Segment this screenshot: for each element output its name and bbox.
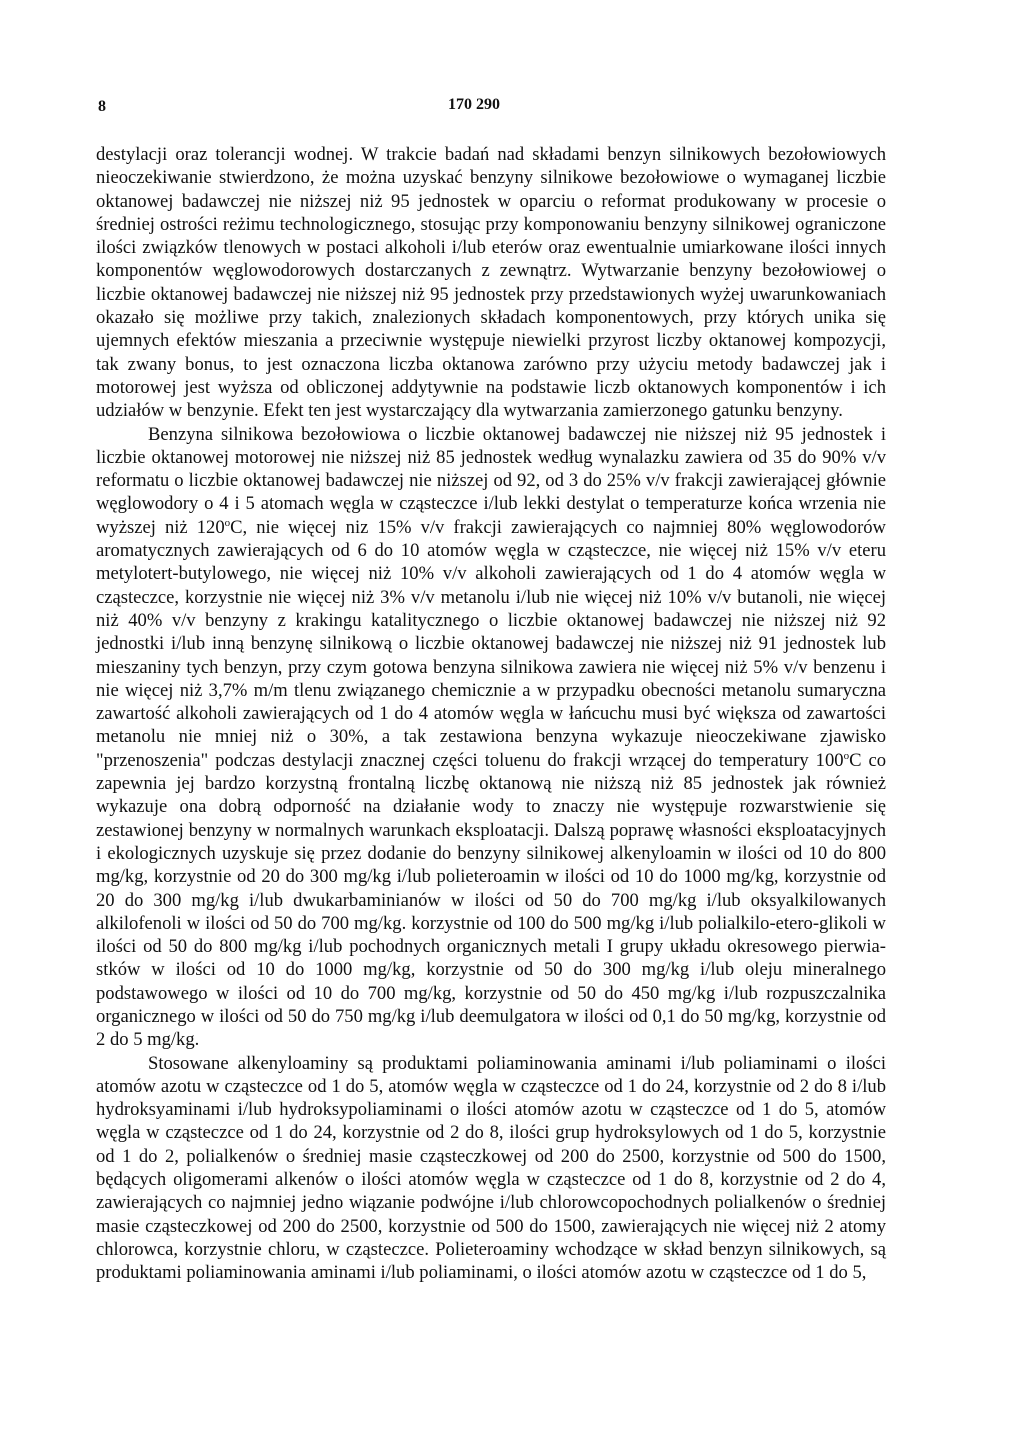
patent-number: 170 290 xyxy=(448,96,500,113)
page-number: 8 xyxy=(98,98,106,115)
paragraph-1 xyxy=(96,143,886,423)
paragraph-2-text-b: C, nie więcej niz 15% v/v frakcji zawierających co najmniej 80% węglowodorów aromatycznych zawierających od 6 do 10 atomów węgla w cząsteczce, nie więcej niż 15% v/v eteru metylotert-butylowego, nie więcej niż 10% v/v alkoholi zawierających od 1 do 4 atomów węgla w cząsteczce, korzystnie nie więcej niż 3% v/v metanolu i/lub nie więcej niż 10% v/v butanoli, nie więcej niż 40% v/v benzyny z krakingu katalitycznego o liczbie oktanowej badawczej nie niższej niż 92 jednostki i/lub inną benzynę silnikową o liczbie oktanowej badawczej nie niższej niż 91 jednostek lub mieszaniny tych benzyn, przy czym gotowa benzyna silnikowa zawiera nie więcej niż 5% v/v benzenu i nie więcej niż 3,7% m/m tlenu związanego chemicznie a w przypadku obecności metanolu sumaryczna zawartość alkoholi zawierających od 1 do 4 atomów węgla w łańcuchu musi być większa od zawartości metanolu nie mniej niż o 30%, a tak zestawiona benzyna wykazuje nieoczekiwane zjawisko "przenoszenia" podczas destylacji znacznej części toluenu do frakcji wrzącej do temperatury 100 xyxy=(96,516,886,771)
paragraph-2-text-c: C co zapewnia jej bardzo korzystną frontalną liczbę oktanową nie niższą niż 85 jednostek jak również wykazuje ona dobrą odporność na działanie wody to znaczy nie występuje rozwarstwienie się zestawionej benzyny w normalnych warunkach eksploatacji. Dalszą poprawę własności eksploatacyjnych i ekologicznych uzyskuje się przez dodanie do benzyny silnikowej alkenyloamin w ilości od 10 do 800 mg/kg, korzystnie od 20 do 300 mg/kg i/lub polieteroamin w ilości od 10 do 1000 mg/kg, korzystnie od 20 do 300 mg/kg i/lub dwukarbaminianów w ilości od 50 do 700 mg/kg i/lub oksyalkilowanych alkilofenoli w ilości od 50 do 700 mg/kg. korzystnie od 100 do 500 mg/kg i/lub polialkilo-etero-glikoli w ilości od 50 do 800 mg/kg i/lub pochodnych organicznych metali I grupy układu okresowego pierwiastków w ilości od 10 do 1000 mg/kg, korzystnie od 50 do 300 mg/kg i/lub oleju mineralnego podstawowego w ilości od 10 do 700 mg/kg, korzystnie od 50 do 450 mg/kg i/lub rozpuszczalnika organicznego w ilości od 50 do 750 mg/kg i/lub deemulgatora w ilości od 0,1 do 50 mg/kg, korzystnie od 2 do 5 mg/kg. xyxy=(96,749,886,1051)
page-header xyxy=(96,96,886,120)
paragraph-2 xyxy=(96,423,886,1052)
body-text xyxy=(96,143,886,1285)
degree-superscript: o xyxy=(843,749,850,762)
paragraph-2-text-a: Benzyna silnikowa bezołowiowa o liczbie oktanowej badawczej nie niższej niż 95 jednostek i liczbie oktanowej motorowej nie niższej niż 85 jednostek według wynalazku zawiera od 35 do 90% v/v reformatu o liczbie oktanowej badawczej nie niższej od 92, od 3 do 25% v/v frakcji zawierającej głównie węglowodory o 4 i 5 atomach węgla w cząsteczce i/lub lekki destylat o temperaturze końca wrzenia nie wyższej niż 120 xyxy=(96,423,886,538)
degree-superscript: o xyxy=(224,516,231,529)
paragraph-1-text: destylacji oraz tolerancji wodnej. W trakcie badań nad składami benzyn silnikowych bezołowiowych nieoczekiwanie stwierdzono, że można uzyskać benzyny silnikowe bezołowiowe o wymaganej liczbie oktanowej badawczej nie niższej niż 95 jednostek w oparciu o reformat produkowany w procesie o średniej ostrości reżimu technologicznego, stosując przy komponowaniu benzyny silnikowej ograniczone ilości związków tlenowych w postaci alkoholi i/lub eterów oraz ewentualnie umiarkowane ilości innych komponentów węglowodorowych dostarczanych z zewnątrz. Wytwarzanie benzyny bezołowiowej o liczbie oktanowej badawczej nie niższej niż 95 jednostek przy przedstawionych wyżej uwarunkowaniach okazało się możliwe przy takich, znalezionych składach komponentowych, przy których unika się ujemnych efektów mieszania a przeciwnie występuje niewielki przyrost liczby oktanowej kompozycji, tak zwany bonus, to jest oznaczona liczba oktanowa zarówno przy użyciu metody badawczej jak i motorowej jest wyższa od obliczonej addytywnie na podstawie liczb oktanowych komponentów i ich udziałów w benzynie. Efekt ten jest wystarczający dla wytwarzania zamierzonego gatunku benzyny. xyxy=(96,144,886,422)
paragraph-3-text: Stosowane alkenyloaminy są produktami poliaminowania aminami i/lub poliaminami o ilości atomów azotu w cząsteczce od 1 do 5, atomów węgla w cząsteczce od 1 do 24, korzystnie od 2 do 8 i/lub hydroksyaminami i/lub hydroksypoliaminami o ilości atomów azotu w cząsteczce od 1 do 5, atomów węgla w cząsteczce od 1 do 24, korzystnie od 2 do 8, ilości grup hydroksylowych od 1 do 5, korzystnie od 1 do 2, polialkenów o średniej masie cząsteczkowej od 200 do 2500, korzystnie od 500 do 1500, będących oligomerami alkenów o ilości atomów węgla w cząsteczce od 1 do 8, korzystnie od 2 do 4, zawierających co najmniej jedno wiązanie podwójne i/lub chlorowcopochodnych polialkenów o średniej masie cząsteczkowej od 200 do 2500, korzystnie od 500 do 1500, zawierających nie więcej niż 2 atomy chlorowca, korzystnie chloru, w cząsteczce. Polieteroaminy wchodzące w skład benzyn silnikowych, są produktami poliaminowania aminami i/lub poliaminami, o ilości atomów azotu w cząsteczce od 1 do 5, xyxy=(96,1052,886,1284)
paragraph-3 xyxy=(96,1052,886,1285)
